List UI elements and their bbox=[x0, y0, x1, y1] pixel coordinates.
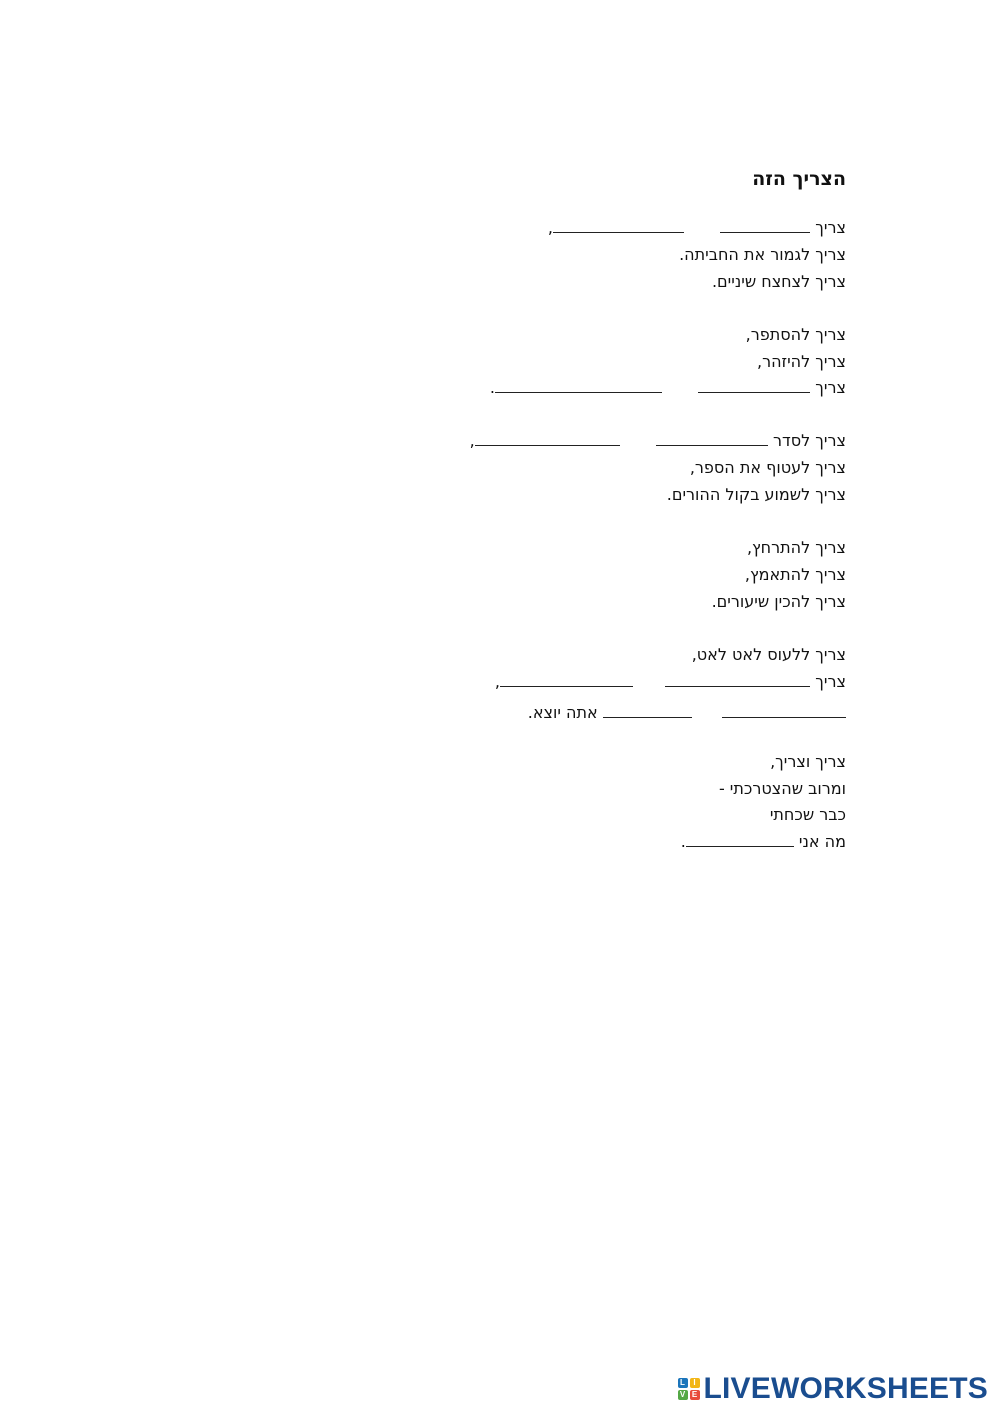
punctuation: , bbox=[547, 218, 554, 237]
line-text: צריך להתרחץ, bbox=[746, 538, 846, 557]
answer-blank[interactable] bbox=[603, 703, 692, 718]
poem-line bbox=[528, 699, 846, 726]
poem-line bbox=[679, 241, 846, 268]
poem-line bbox=[495, 668, 846, 695]
line-text: צריך ללעוס לאט לאט, bbox=[691, 645, 846, 664]
line-text: ומרוב שהצטרכתי - bbox=[718, 779, 846, 798]
answer-blank[interactable] bbox=[475, 431, 620, 446]
answer-blank[interactable] bbox=[500, 672, 633, 687]
poem-line bbox=[681, 828, 846, 855]
page-title: הצריך הזה bbox=[752, 168, 846, 190]
logo-letter-e: E bbox=[690, 1390, 700, 1400]
line-text: צריך bbox=[815, 218, 846, 237]
poem-line bbox=[667, 481, 846, 508]
poem-line bbox=[747, 534, 846, 561]
line-text: צריך לסדר bbox=[772, 431, 846, 450]
line-text: אתה יוצא. bbox=[527, 703, 598, 722]
line-text: צריך לשמוע בקול ההורים. bbox=[666, 485, 846, 504]
line-text: מה אני bbox=[798, 832, 846, 851]
punctuation: . bbox=[489, 378, 496, 397]
line-text: צריך לגמור את החביתה. bbox=[679, 245, 846, 264]
answer-blank[interactable] bbox=[722, 703, 846, 718]
line-text: צריך bbox=[815, 378, 846, 397]
line-text: כבר שכחתי bbox=[769, 805, 846, 824]
poem-line bbox=[712, 268, 846, 295]
poem-line bbox=[692, 641, 846, 668]
poem-line bbox=[548, 214, 846, 241]
line-text: צריך להיזהר, bbox=[756, 352, 846, 371]
poem-line bbox=[719, 775, 846, 802]
poem-line bbox=[470, 427, 846, 454]
line-text: צריך להסתפר, bbox=[745, 325, 846, 344]
poem-line bbox=[770, 801, 846, 828]
poem-line bbox=[712, 588, 846, 615]
line-text: צריך לעטוף את הספר, bbox=[689, 458, 846, 477]
poem-line bbox=[770, 748, 846, 775]
punctuation: , bbox=[469, 431, 475, 450]
punctuation: . bbox=[680, 832, 686, 851]
answer-blank[interactable] bbox=[553, 218, 684, 233]
poem-line bbox=[757, 348, 846, 375]
logo-mark-icon bbox=[678, 1378, 700, 1400]
answer-blank[interactable] bbox=[698, 378, 810, 393]
answer-blank[interactable] bbox=[720, 218, 810, 233]
poem-line bbox=[746, 321, 846, 348]
line-text: צריך לצחצח שיניים. bbox=[711, 272, 846, 291]
poem-line bbox=[745, 561, 846, 588]
answer-blank[interactable] bbox=[656, 431, 768, 446]
answer-blank[interactable] bbox=[495, 378, 662, 393]
logo-letter-l: L bbox=[678, 1378, 688, 1388]
line-text: צריך bbox=[815, 672, 846, 691]
logo-letter-v: V bbox=[678, 1390, 688, 1400]
line-text: צריך וצריך, bbox=[770, 752, 846, 771]
line-text: צריך להכין שיעורים. bbox=[711, 592, 846, 611]
punctuation: , bbox=[494, 672, 501, 691]
poem-line bbox=[490, 374, 846, 401]
line-text: צריך להתאמץ, bbox=[744, 565, 846, 584]
answer-blank[interactable] bbox=[665, 672, 810, 687]
liveworksheets-logo[interactable] bbox=[678, 1373, 989, 1405]
logo-letter-i: I bbox=[690, 1378, 700, 1388]
poem-line bbox=[690, 454, 846, 481]
logo-text: LIVEWORKSHEETS bbox=[703, 1372, 988, 1405]
answer-blank[interactable] bbox=[686, 832, 794, 847]
